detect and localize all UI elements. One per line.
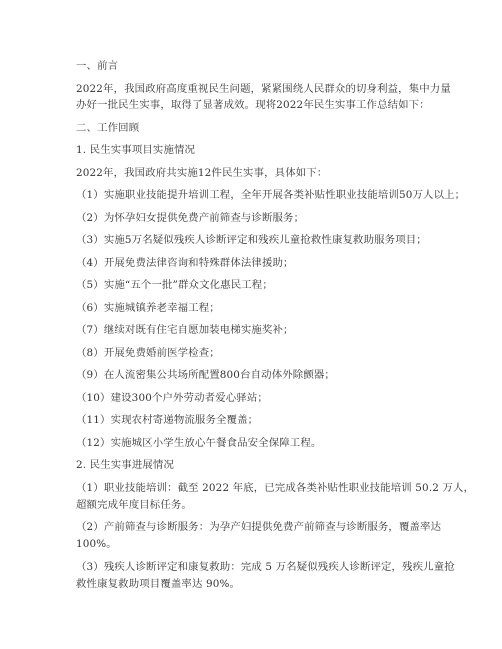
progress-item-2-line-1: （2）产前筛查与诊断服务：为孕产妇提供免费产前筛查与诊断服务，覆盖率达 bbox=[76, 521, 442, 533]
intro-paragraph-line-1: 2022年，我国政府高度重视民生问题，紧紧围绕人民群众的切身利益，集中力量 bbox=[76, 83, 451, 95]
subsection-heading-progress: 2. 民生实事进展情况 bbox=[76, 459, 174, 471]
list-item: （10）建设300个户外劳动者爱心驿站； bbox=[76, 392, 268, 404]
progress-item-3-line-2: 救性康复救助项目覆盖率达 90%。 bbox=[76, 578, 241, 590]
subsection-heading-implementation: 1. 民生实事项目实施情况 bbox=[76, 144, 196, 156]
list-item: （3）实施5万名疑似残疾人诊断评定和残疾儿童抢救性康复救助服务项目； bbox=[76, 234, 427, 246]
list-item: （4）开展免费法律咨询和特殊群体法律援助； bbox=[76, 257, 294, 269]
intro-paragraph-line-2: 办好一批民生实事，取得了显著成效。现将2022年民生实事工作总结如下： bbox=[76, 99, 430, 111]
list-item: （2）为怀孕妇女提供免费产前筛查与诊断服务； bbox=[76, 212, 305, 224]
progress-item-2-line-2: 100%。 bbox=[76, 538, 117, 550]
section-heading-preface: 一、前言 bbox=[76, 60, 119, 72]
list-item: （6）实施城镇养老幸福工程； bbox=[76, 302, 220, 314]
progress-item-3-line-1: （3）残疾人诊断评定和康复救助：完成 5 万名疑似残疾人诊断评定，残疾儿童抢 bbox=[76, 561, 455, 573]
list-item: （7）继续对既有住宅自愿加装电梯实施奖补； bbox=[76, 324, 294, 336]
section-heading-review: 二、工作回顾 bbox=[76, 122, 140, 134]
list-item: （8）开展免费婚前医学检查； bbox=[76, 347, 220, 359]
list-item: （5）实施“五个一批”群众文化惠民工程； bbox=[76, 279, 273, 291]
list-item: （1）实施职业技能提升培训工程，全年开展各类补贴性职业技能培训50万人以上； bbox=[76, 189, 466, 201]
progress-item-1-line-1: （1）职业技能培训：截至 2022 年底，已完成各类补贴性职业技能培训 50.2 万人， bbox=[76, 482, 475, 494]
progress-item-1-line-2: 超额完成年度目标任务。 bbox=[76, 499, 192, 511]
implementation-intro: 2022年，我国政府共实施12件民生实事，具体如下： bbox=[76, 167, 328, 179]
list-item: （9）在人流密集公共场所配置800台自动体外除颤器； bbox=[76, 369, 335, 381]
list-item: （12）实施城区小学生放心午餐食品安全保障工程。 bbox=[76, 437, 322, 449]
list-item: （11）实现农村寄递物流服务全覆盖； bbox=[76, 414, 259, 426]
